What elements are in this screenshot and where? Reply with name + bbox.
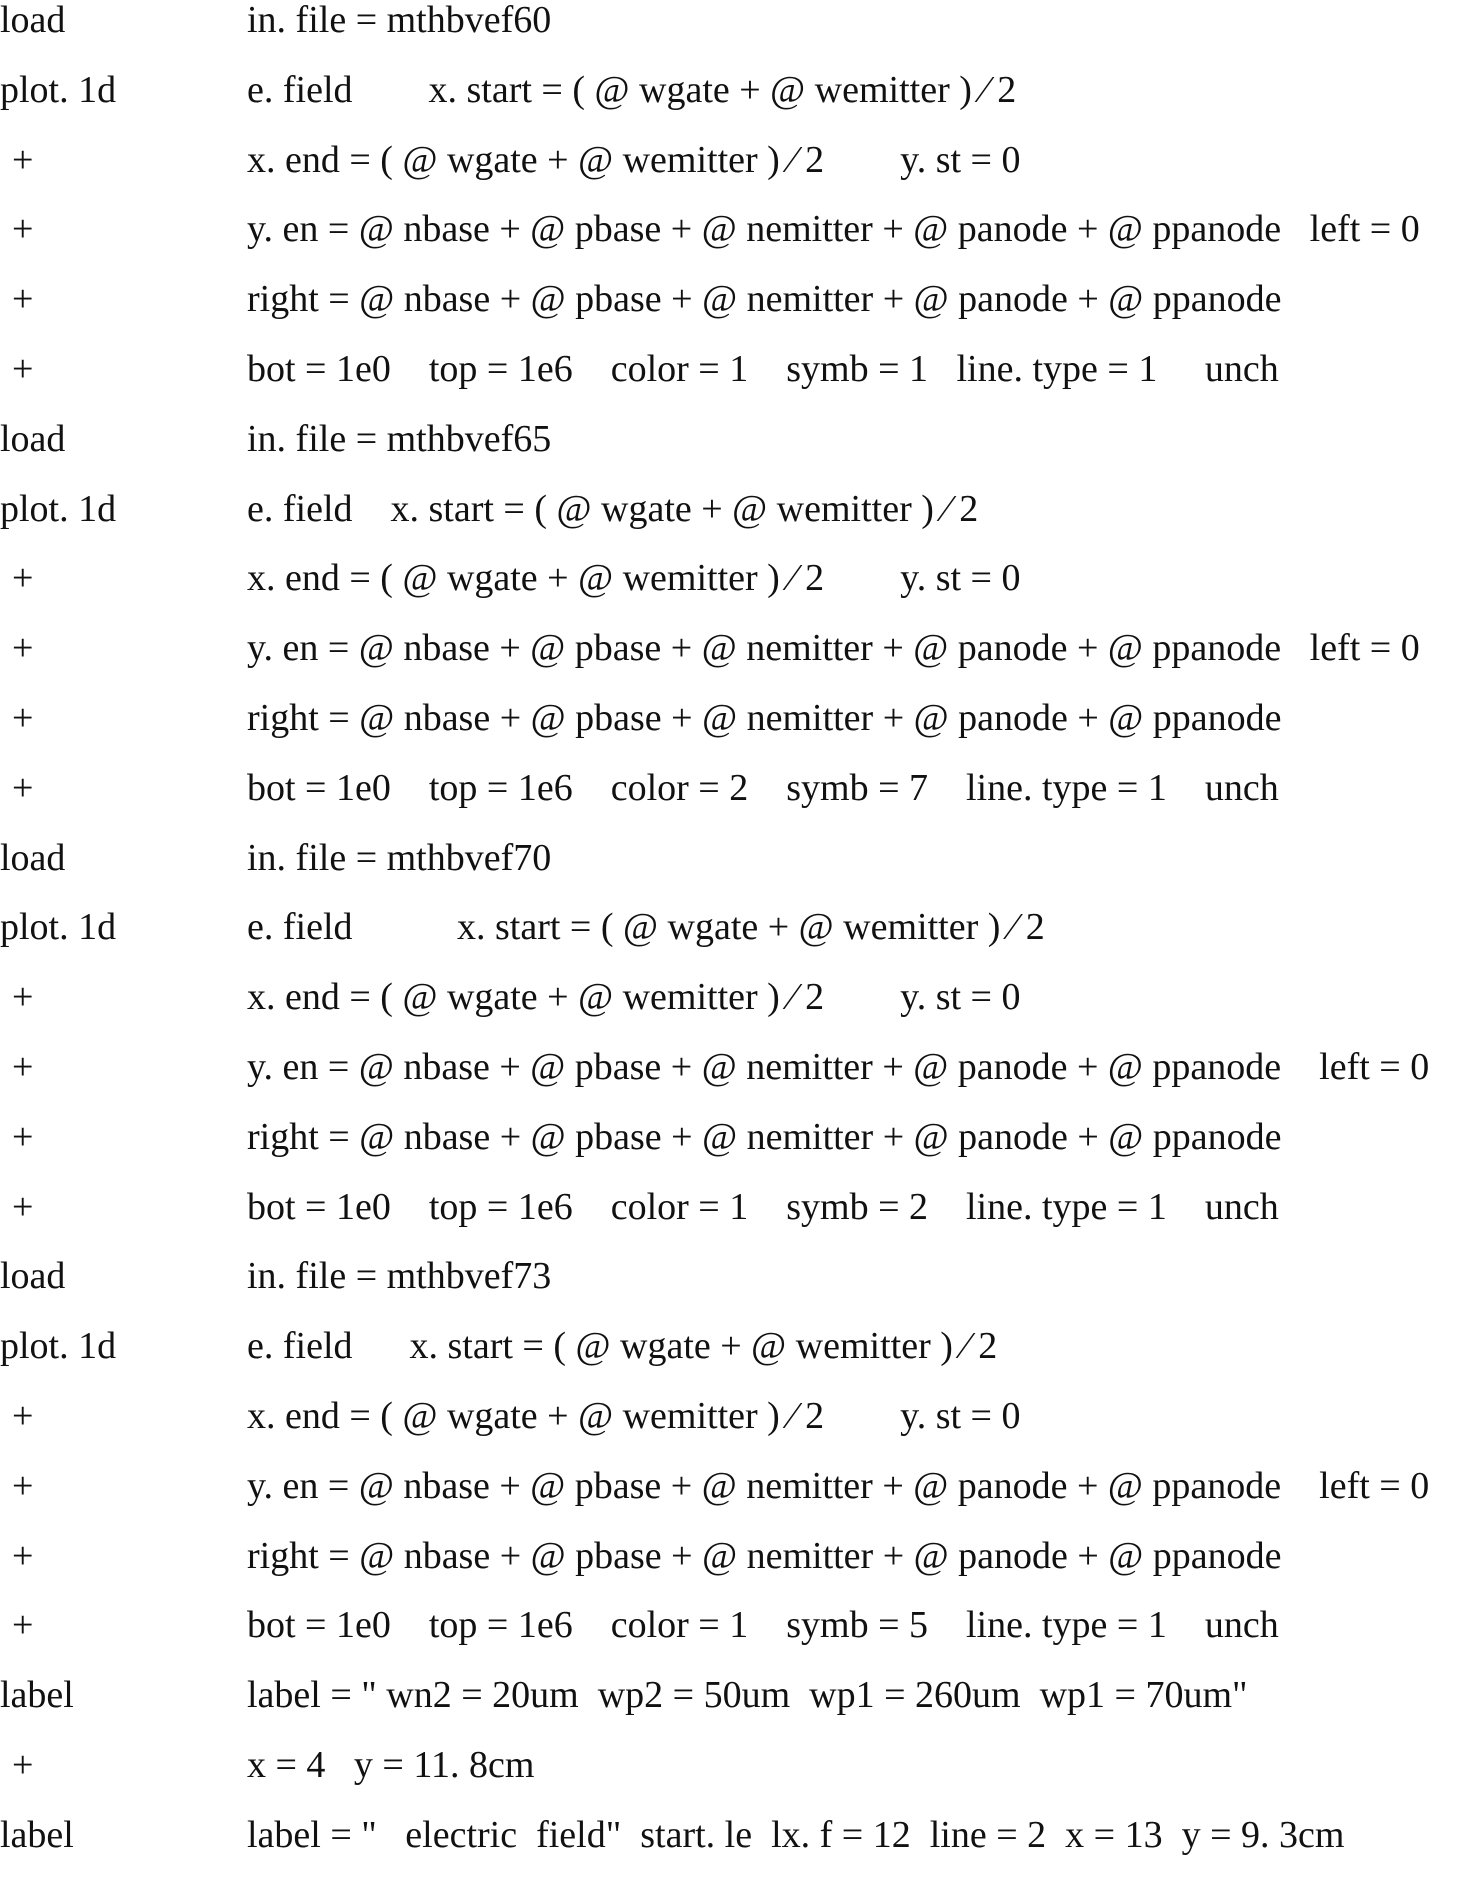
command-arguments: e. field x. start = ( @ wgate + @ wemitter ) ⁄ 2 bbox=[247, 488, 979, 530]
command-arguments: bot = 1e0 top = 1e6 color = 2 symb = 7 line. type = 1 unch bbox=[247, 767, 1279, 809]
continuation-marker: + bbox=[12, 348, 34, 390]
continuation-marker: + bbox=[12, 697, 34, 739]
code-line bbox=[0, 1536, 1476, 1606]
command-arguments: right = @ nbase + @ pbase + @ nemitter + @ panode + @ ppanode bbox=[247, 278, 1282, 320]
code-line bbox=[0, 1047, 1476, 1117]
command-keyword: load bbox=[0, 837, 66, 879]
code-line bbox=[0, 1745, 1476, 1815]
code-line bbox=[0, 1187, 1476, 1257]
command-keyword: load bbox=[0, 418, 66, 460]
command-arguments: in. file = mthbvef65 bbox=[247, 418, 552, 460]
code-line bbox=[0, 558, 1476, 628]
command-arguments: x. end = ( @ wgate + @ wemitter ) ⁄ 2 y. st = 0 bbox=[247, 1395, 1021, 1437]
continuation-marker: + bbox=[12, 1604, 34, 1646]
command-arguments: in. file = mthbvef70 bbox=[247, 837, 552, 879]
continuation-marker: + bbox=[12, 1465, 34, 1507]
command-arguments: bot = 1e0 top = 1e6 color = 1 symb = 2 line. type = 1 unch bbox=[247, 1186, 1279, 1228]
code-line bbox=[0, 628, 1476, 698]
command-keyword: label bbox=[0, 1814, 74, 1856]
code-line bbox=[0, 1396, 1476, 1466]
code-line bbox=[0, 838, 1476, 908]
command-keyword: plot. 1d bbox=[0, 1325, 117, 1367]
code-line bbox=[0, 1815, 1476, 1885]
code-line bbox=[0, 977, 1476, 1047]
continuation-marker: + bbox=[12, 208, 34, 250]
code-line bbox=[0, 1466, 1476, 1536]
code-line bbox=[0, 209, 1476, 279]
continuation-marker: + bbox=[12, 976, 34, 1018]
code-line bbox=[0, 140, 1476, 210]
code-line bbox=[0, 1605, 1476, 1675]
command-keyword: plot. 1d bbox=[0, 488, 117, 530]
continuation-marker: + bbox=[12, 1116, 34, 1158]
command-arguments: label = " electric field" start. le lx. f = 12 line = 2 x = 13 y = 9. 3cm bbox=[247, 1814, 1345, 1856]
command-arguments: x. end = ( @ wgate + @ wemitter ) ⁄ 2 y. st = 0 bbox=[247, 976, 1021, 1018]
code-line bbox=[0, 1326, 1476, 1396]
code-line bbox=[0, 698, 1476, 768]
code-line bbox=[0, 279, 1476, 349]
code-line bbox=[0, 489, 1476, 559]
command-arguments: x. end = ( @ wgate + @ wemitter ) ⁄ 2 y. st = 0 bbox=[247, 139, 1021, 181]
continuation-marker: + bbox=[12, 1395, 34, 1437]
code-line bbox=[0, 768, 1476, 838]
code-line bbox=[0, 0, 1476, 70]
command-arguments: y. en = @ nbase + @ pbase + @ nemitter + @ panode + @ ppanode left = 0 bbox=[247, 1046, 1430, 1088]
continuation-marker: + bbox=[12, 627, 34, 669]
code-line bbox=[0, 1256, 1476, 1326]
command-arguments: y. en = @ nbase + @ pbase + @ nemitter + @ panode + @ ppanode left = 0 bbox=[247, 1465, 1430, 1507]
continuation-marker: + bbox=[12, 1046, 34, 1088]
command-arguments: label = " wn2 = 20um wp2 = 50um wp1 = 260um wp1 = 70um" bbox=[247, 1674, 1248, 1716]
command-keyword: load bbox=[0, 1255, 66, 1297]
command-arguments: bot = 1e0 top = 1e6 color = 1 symb = 5 line. type = 1 unch bbox=[247, 1604, 1279, 1646]
continuation-marker: + bbox=[12, 1186, 34, 1228]
code-line bbox=[0, 419, 1476, 489]
command-arguments: right = @ nbase + @ pbase + @ nemitter + @ panode + @ ppanode bbox=[247, 1116, 1282, 1158]
command-arguments: x. end = ( @ wgate + @ wemitter ) ⁄ 2 y. st = 0 bbox=[247, 557, 1021, 599]
command-keyword: plot. 1d bbox=[0, 69, 117, 111]
continuation-marker: + bbox=[12, 278, 34, 320]
code-line bbox=[0, 1117, 1476, 1187]
code-line bbox=[0, 1675, 1476, 1745]
continuation-marker: + bbox=[12, 1744, 34, 1786]
continuation-marker: + bbox=[12, 767, 34, 809]
command-arguments: e. field x. start = ( @ wgate + @ wemitter ) ⁄ 2 bbox=[247, 1325, 998, 1367]
command-arguments: e. field x. start = ( @ wgate + @ wemitter ) ⁄ 2 bbox=[247, 906, 1045, 948]
command-arguments: e. field x. start = ( @ wgate + @ wemitter ) ⁄ 2 bbox=[247, 69, 1017, 111]
command-arguments: y. en = @ nbase + @ pbase + @ nemitter + @ panode + @ ppanode left = 0 bbox=[247, 208, 1420, 250]
code-line bbox=[0, 70, 1476, 140]
command-arguments: x = 4 y = 11. 8cm bbox=[247, 1744, 535, 1786]
command-arguments: bot = 1e0 top = 1e6 color = 1 symb = 1 line. type = 1 unch bbox=[247, 348, 1279, 390]
command-arguments: in. file = mthbvef73 bbox=[247, 1255, 552, 1297]
command-arguments: y. en = @ nbase + @ pbase + @ nemitter + @ panode + @ ppanode left = 0 bbox=[247, 627, 1420, 669]
continuation-marker: + bbox=[12, 1535, 34, 1577]
command-keyword: plot. 1d bbox=[0, 906, 117, 948]
command-arguments: in. file = mthbvef60 bbox=[247, 0, 552, 41]
continuation-marker: + bbox=[12, 139, 34, 181]
code-line bbox=[0, 907, 1476, 977]
continuation-marker: + bbox=[12, 557, 34, 599]
command-keyword: label bbox=[0, 1674, 74, 1716]
command-arguments: right = @ nbase + @ pbase + @ nemitter + @ panode + @ ppanode bbox=[247, 1535, 1282, 1577]
code-line bbox=[0, 349, 1476, 419]
command-keyword: load bbox=[0, 0, 66, 41]
command-arguments: right = @ nbase + @ pbase + @ nemitter + @ panode + @ ppanode bbox=[247, 697, 1282, 739]
